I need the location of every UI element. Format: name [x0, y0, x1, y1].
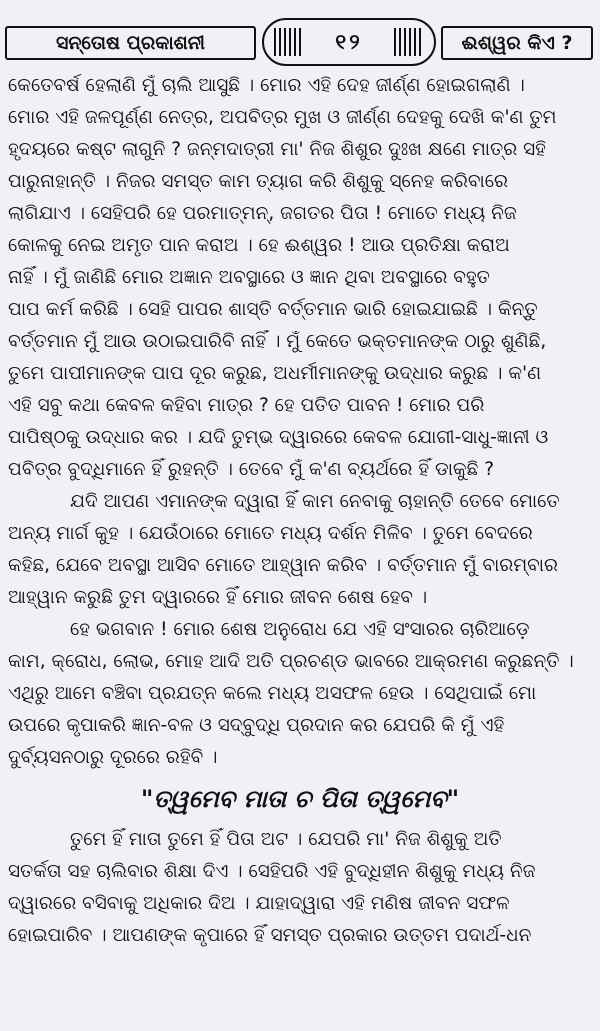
text-line: ହୃଦୟରେ କଷ୍ଟ ଲାଗୁନି ? ଜନ୍ମଦାତ୍ରୀ ମା' ନିଜ ଶିଶୁର ଦୁଃଖ କ୍ଷଣେ ମାତ୍ର ସହି: [8, 139, 546, 160]
text-line: ନାହିଁ । ମୁଁ ଜାଣିଛି ମୋର ଅଜ୍ଞାନ ଅବସ୍ଥାରେ ଓ ଜ୍ଞାନ ଥିବା ଅବସ୍ଥାରେ ବହୁତ: [8, 267, 490, 288]
text-line: ଲାଗିଯାଏ । ସେହିପରି ହେ ପରମାତ୍ମନ୍, ଜଗତର ପିତା ! ମୋତେ ମଧ୍ୟ ନିଜ: [8, 203, 517, 224]
text-line: ପାରୁନାହାନ୍ତି । ନିଜର ସମସ୍ତ କାମ ତ୍ୟାଗ କରି ଶିଶୁକୁ ସ୍ନେହ କରିବାରେ: [8, 171, 509, 192]
page-body: [8, 70, 592, 952]
text-line: ଦ୍ୱାରରେ ବସିବାକୁ ଅଧିକାର ଦିଅ । ଯାହାଦ୍ୱାରା ଏହି ମଣିଷ ଜୀବନ ସଫଳ: [8, 893, 510, 914]
page-number-badge: [262, 18, 436, 66]
text-line: କାମ, କ୍ରୋଧ, ଲୋଭ, ମୋହ ଆଦି ଅତି ପ୍ରଚଣ୍ଡ ଭାବରେ ଆକ୍ରମଣ କରୁଛନ୍ତି ।: [8, 651, 574, 672]
text-line: ସତର୍କତା ସହ ଚାଲିବାର ଶିକ୍ଷା ଦିଏ । ସେହିପରି ଏହି ବୁଦ୍ଧିହୀନ ଶିଶୁକୁ ମଧ୍ୟ ନିଜ: [8, 861, 536, 882]
text-line: ଏଥିରୁ ଆମେ ବଞ୍ଚିବା ପ୍ରଯତ୍ନ କଲେ ମଧ୍ୟ ଅସଫଳ ହେଉ । ସେଥିପାଇଁ ମୋ: [8, 683, 537, 704]
page-number: ୧୨: [329, 30, 368, 55]
text-line: ତୁମେ ପାପୀମାନଙ୍କ ପାପ ଦୂର କରୁଛ, ଅଧର୍ମୀମାନଙ୍କୁ ଉଦ୍ଧାର କରୁଛ । କ'ଣ: [8, 363, 542, 384]
text-line: ଦୁର୍ବ୍ୟସନଠାରୁ ଦୂରରେ ରହିବି ।: [8, 747, 218, 768]
text-line: ଉପରେ କୃପାକରି ଜ୍ଞାନ-ବଳ ଓ ସଦ୍‌ବୁଦ୍ଧି ପ୍ରଦାନ କର ଯେପରି କି ମୁଁ ଏହି: [8, 715, 505, 736]
page-header: [5, 8, 593, 66]
text-line: ପବିତ୍ର ବୁଦ୍ଧିମାନେ ହିଁ ରୁହନ୍ତି । ତେବେ ମୁଁ କ'ଣ ବ୍ୟର୍ଥରେ ହିଁ ଡାକୁଛି ?: [8, 459, 495, 480]
text-line: ପାପ କର୍ମ କରିଛି । ସେହି ପାପର ଶାସ୍ତି ବର୍ତ୍ତମାନ ଭାରି ହୋଇଯାଇଛି । କିନ୍ତୁ: [8, 299, 538, 320]
book-title: ଈଶ୍ୱର କିଏ ?: [441, 26, 593, 60]
text-line: ହୋଇପାରିବ । ଆପଣଙ୍କ କୃପାରେ ହିଁ ସମସ୍ତ ପ୍ରକାର ଉତ୍ତମ ପଦାର୍ଥ-ଧନ: [8, 925, 532, 946]
text-line: ଏହି ସବୁ କଥା କେବଳ କହିବା ମାତ୍ର ? ହେ ପତିତ ପାବନ ! ମୋର ପରି: [8, 395, 485, 416]
text-line: ହେ ଭଗବାନ ! ମୋର ଶେଷ ଅନୁରୋଧ ଯେ ଏହି ସଂସାରର ଚାରିଆଡ଼େ: [70, 619, 530, 640]
text-line: ତୁମେ ହିଁ ମାତା ତୁମେ ହିଁ ପିତା ଅଟ । ଯେପରି ମା' ନିଜ ଶିଶୁକୁ ଅତି: [70, 829, 502, 850]
text-line: ମୋର ଏହି ଜଳପୂର୍ଣ୍ଣ ନେତ୍ର, ଅପବିତ୍ର ମୁଖ ଓ ଜୀର୍ଣ୍ଣ ଦେହକୁ ଦେଖି କ'ଣ ତୁମ: [8, 107, 557, 128]
text-line: କୋଳକୁ ନେଇ ଅମୃତ ପାନ କରାଅ । ହେ ଈଶ୍ୱର ! ଆଉ ପ୍ରତିକ୍ଷା କରାଅ: [8, 235, 510, 256]
text-line: ପାପିଷ୍ଠକୁ ଉଦ୍ଧାର କର । ଯଦି ତୁମ୍ଭ ଦ୍ୱାରରେ କେବଳ ଯୋଗୀ-ସାଧୁ-ଜ୍ଞାନୀ ଓ: [8, 427, 549, 448]
text-line: କେତେବର୍ଷ ହେଲାଣି ମୁଁ ଚାଲି ଆସୁଛି । ମୋର ଏହି ଦେହ ଜୀର୍ଣ୍ଣ ହୋଇଗଲାଣି ।: [8, 75, 525, 96]
text-line: ବର୍ତ୍ତମାନ ମୁଁ ଆଉ ଉଠାଇପାରିବି ନାହିଁ । ମୁଁ କେତେ ଭକ୍ତମାନଙ୍କ ଠାରୁ ଶୁଣିଛି,: [8, 331, 547, 352]
section-quote-heading: "ତ୍ୱମେବ ମାତା ଚ ପିତା ତ୍ୱମେବ": [140, 785, 460, 813]
text-line: ଯଦି ଆପଣ ଏମାନଙ୍କ ଦ୍ୱାରା ହିଁ କାମ ନେବାକୁ ଚାହାନ୍ତି ତେବେ ମୋତେ: [70, 491, 560, 512]
text-line: ଆହ୍ୱାନ କରୁଛି ତୁମ ଦ୍ୱାରରେ ହିଁ ମୋର ଜୀବନ ଶେଷ ହେବ ।: [8, 587, 428, 608]
publisher-label: ସନ୍ତୋଷ ପ୍ରକାଶନୀ: [5, 26, 256, 60]
text-line: କହିଛ, ଯେବେ ଅବସ୍ଥା ଆସିବ ମୋତେ ଆହ୍ୱାନ କରିବ । ବର୍ତ୍ତମାନ ମୁଁ ବାରମ୍ବାର: [8, 555, 559, 576]
text-line: ଅନ୍ୟ ମାର୍ଗ କୁହ । ଯେଉଁଠାରେ ମୋତେ ମଧ୍ୟ ଦର୍ଶନ ମିଳିବ । ତୁମେ ବେଦରେ: [8, 523, 533, 544]
